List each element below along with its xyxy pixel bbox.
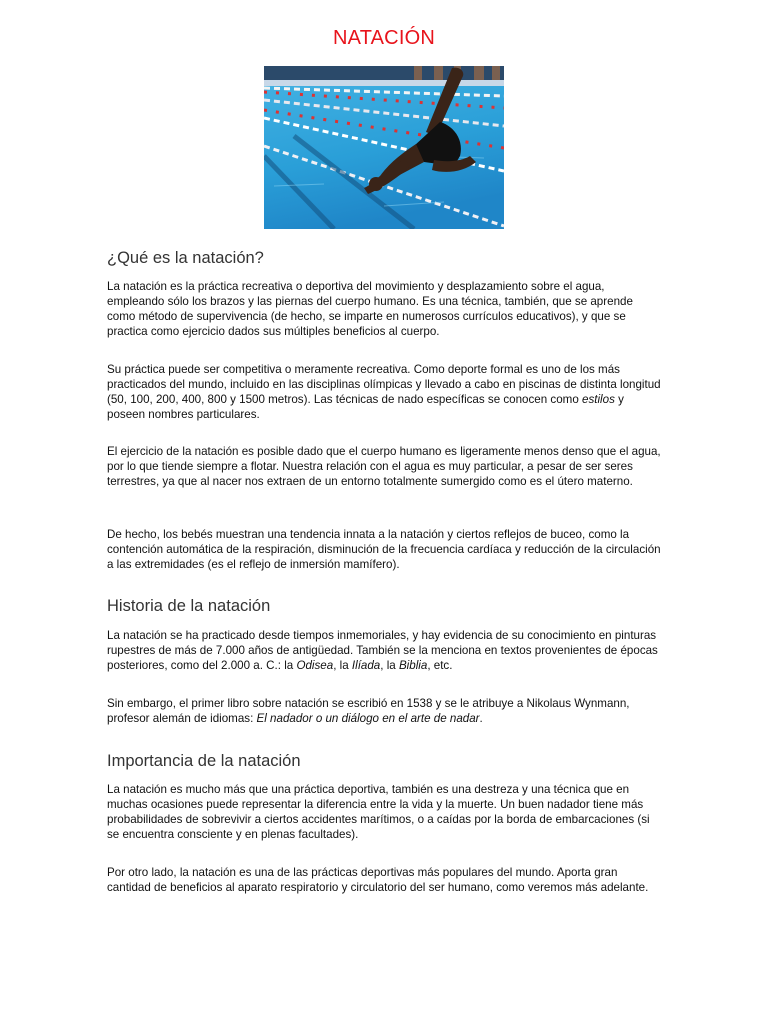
section-heading: ¿Qué es la natación? xyxy=(107,249,264,267)
paragraph: La natación es la práctica recreativa o deportiva del movimiento y desplazamiento sobre el agua, empleando sólo los brazos y las piernas del cuerpo humano. Es una técnica, también, que se aprende como método de supervivencia (de hecho, se imparte en numerosos currículos educativos), y que se practica como ejercicio dados sus múltiples beneficios al cuerpo. xyxy=(107,280,633,339)
paragraph: La natación se ha practicado desde tiempos inmemoriales, y hay evidencia de su conocimiento en pinturas rupestres de más de 7.000 años de antigüedad. También se la menciona en textos provenientes de épocas posteriores, como del 2.000 a. C.: la Odisea, la Ilíada, la Biblia, etc. xyxy=(107,629,658,673)
page-title: NATACIÓN xyxy=(333,27,435,49)
paragraph: La natación es mucho más que una práctica deportiva, también es una destreza y una técnica que en muchas ocasiones puede representar la diferencia entre la vida y la muerte. Un buen nadador tiene más probabilidades de sobrevivir a ciertos accidentes marítimos, o a caídas por la borda de embarcaciones (si se encuentra consciente y en plenas facultades). xyxy=(107,783,650,842)
paragraph: Por otro lado, la natación es una de las prácticas deportivas más populares del mundo. Aporta gran cantidad de beneficios al aparato respiratorio y circulatorio del ser humano, como veremos más adelante. xyxy=(107,866,649,895)
paragraph: De hecho, los bebés muestran una tendencia innata a la natación y ciertos reflejos de buceo, como la contención automática de la respiración, disminución de la frecuencia cardíaca y reducción de la circulación a las extremidades (es el reflejo de inmersión mamífero). xyxy=(107,528,661,572)
section-historia xyxy=(107,597,662,616)
swimmer-diving-photo-icon xyxy=(264,66,504,229)
paragraph: Sin embargo, el primer libro sobre natación se escribió en 1538 y se le atribuye a Nikolaus Wynmann, profesor alemán de idiomas: El nadador o un diálogo en el arte de nadar. xyxy=(107,697,630,726)
section-heading: Historia de la natación xyxy=(107,597,271,615)
section-heading: Importancia de la natación xyxy=(107,752,301,770)
paragraph: El ejercicio de la natación es posible dado que el cuerpo humano es ligeramente menos denso que el agua, por lo que tiende siempre a flotar. Nuestra relación con el agua es muy particular, a pesar de ser seres terrestres, ya que al nacer nos extraen de un entorno totalmente sumergido como es el útero materno. xyxy=(107,445,661,489)
paragraph: Su práctica puede ser competitiva o meramente recreativa. Como deporte formal es uno de los más practicados del mundo, incluido en las disciplinas olímpicas y llevado a cabo en piscinas de distinta longitud (50, 100, 200, 400, 800 y 1500 metros). Las técnicas de nado específicas se conocen como estilos y poseen nombres particulares. xyxy=(107,363,661,422)
section-importancia xyxy=(107,752,662,771)
section-que-es xyxy=(107,249,662,268)
